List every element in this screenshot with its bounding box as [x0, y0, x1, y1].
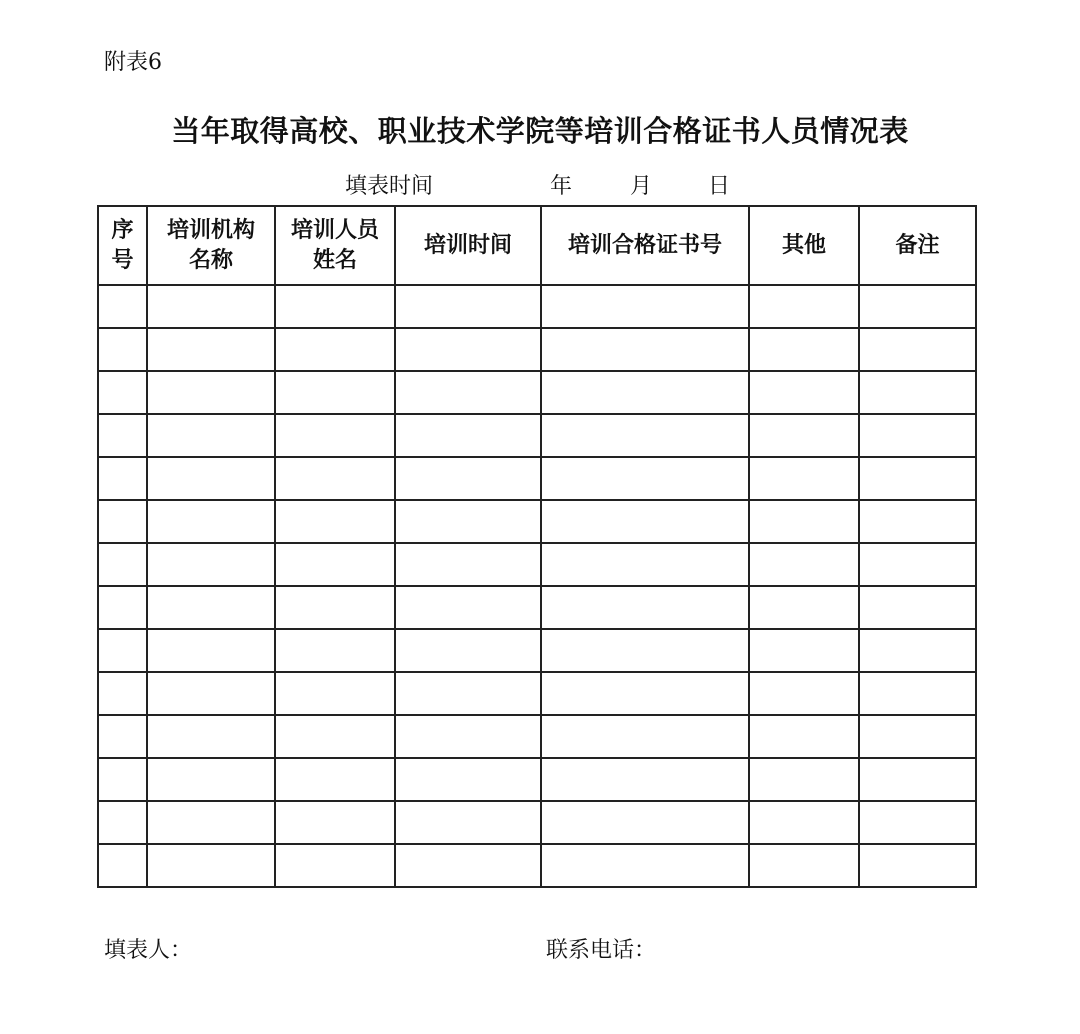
table-cell-remarks	[859, 457, 976, 500]
table-cell-certificate-no	[541, 586, 749, 629]
table-cell-certificate-no	[541, 844, 749, 887]
table-cell-training-time	[395, 629, 541, 672]
table-cell-remarks	[859, 500, 976, 543]
table-cell-serial	[98, 672, 147, 715]
table-cell-training-time	[395, 500, 541, 543]
table-cell-other	[749, 715, 859, 758]
table-cell-remarks	[859, 672, 976, 715]
col-header-other-line1: 其他	[781, 232, 826, 258]
table-cell-training-time	[395, 328, 541, 371]
table-cell-serial	[98, 586, 147, 629]
table-row	[98, 414, 976, 457]
table-cell-trainee-name	[275, 543, 395, 586]
col-header-serial	[98, 206, 147, 285]
col-header-certificate-no-line1: 培训合格证书号	[567, 232, 722, 258]
table-cell-institution	[147, 543, 275, 586]
table-cell-institution	[147, 457, 275, 500]
col-header-serial-line1: 序	[111, 217, 134, 243]
table-cell-serial	[98, 629, 147, 672]
table-cell-remarks	[859, 543, 976, 586]
table-cell-trainee-name	[275, 586, 395, 629]
table-cell-serial	[98, 715, 147, 758]
table-header-row	[98, 206, 976, 285]
table-cell-training-time	[395, 844, 541, 887]
col-header-institution-line1: 培训机构	[166, 217, 255, 243]
day-label: 日	[708, 174, 731, 199]
col-header-trainee-name	[275, 206, 395, 285]
table-cell-serial	[98, 758, 147, 801]
document-title: 当年取得高校、职业技术学院等培训合格证书人员情况表	[171, 114, 909, 148]
year-label: 年	[550, 174, 573, 199]
table-row	[98, 758, 976, 801]
col-header-trainee-name-line1: 培训人员	[290, 217, 379, 243]
fill-date-line	[345, 172, 730, 202]
table-cell-training-time	[395, 414, 541, 457]
table-cell-trainee-name	[275, 285, 395, 328]
table-cell-certificate-no	[541, 285, 749, 328]
col-header-institution-line2: 名称	[188, 247, 233, 273]
table-cell-serial	[98, 371, 147, 414]
table-cell-institution	[147, 801, 275, 844]
table-cell-trainee-name	[275, 801, 395, 844]
table-cell-institution	[147, 758, 275, 801]
table-cell-certificate-no	[541, 500, 749, 543]
table-row	[98, 543, 976, 586]
table-cell-trainee-name	[275, 328, 395, 371]
col-header-certificate-no	[541, 206, 749, 285]
table-row	[98, 328, 976, 371]
table-cell-serial	[98, 328, 147, 371]
table-cell-remarks	[859, 285, 976, 328]
table-cell-certificate-no	[541, 801, 749, 844]
table-cell-trainee-name	[275, 414, 395, 457]
table-cell-trainee-name	[275, 500, 395, 543]
table-row	[98, 371, 976, 414]
table-cell-certificate-no	[541, 414, 749, 457]
table-cell-serial	[98, 285, 147, 328]
table-cell-remarks	[859, 801, 976, 844]
table-cell-certificate-no	[541, 543, 749, 586]
table-cell-serial	[98, 543, 147, 586]
table-cell-certificate-no	[541, 715, 749, 758]
trainee-roster-table	[97, 205, 977, 888]
table-cell-certificate-no	[541, 629, 749, 672]
col-header-remarks-line1: 备注	[895, 232, 940, 258]
table-cell-training-time	[395, 586, 541, 629]
table-row	[98, 285, 976, 328]
table-cell-institution	[147, 500, 275, 543]
table-cell-serial	[98, 457, 147, 500]
contact-phone-label: 联系电话：	[546, 938, 657, 963]
table-row	[98, 586, 976, 629]
table-cell-certificate-no	[541, 457, 749, 500]
table-cell-certificate-no	[541, 672, 749, 715]
table-cell-remarks	[859, 328, 976, 371]
table-cell-remarks	[859, 715, 976, 758]
table-row	[98, 457, 976, 500]
table-cell-training-time	[395, 457, 541, 500]
table-cell-other	[749, 285, 859, 328]
form-filler-label: 填表人：	[104, 938, 193, 963]
table-cell-other	[749, 328, 859, 371]
table-cell-other	[749, 758, 859, 801]
table-cell-remarks	[859, 844, 976, 887]
table-cell-trainee-name	[275, 629, 395, 672]
table-cell-other	[749, 586, 859, 629]
table-cell-institution	[147, 328, 275, 371]
table-row	[98, 672, 976, 715]
table-cell-other	[749, 500, 859, 543]
table-cell-certificate-no	[541, 371, 749, 414]
col-header-other	[749, 206, 859, 285]
col-header-remarks	[859, 206, 976, 285]
table-row	[98, 629, 976, 672]
table-cell-institution	[147, 371, 275, 414]
table-cell-remarks	[859, 629, 976, 672]
table-cell-other	[749, 414, 859, 457]
table-cell-training-time	[395, 672, 541, 715]
table-cell-trainee-name	[275, 758, 395, 801]
table-cell-other	[749, 543, 859, 586]
month-label: 月	[630, 174, 653, 199]
table-cell-institution	[147, 844, 275, 887]
table-cell-institution	[147, 285, 275, 328]
table-cell-training-time	[395, 285, 541, 328]
table-cell-institution	[147, 629, 275, 672]
table-cell-training-time	[395, 543, 541, 586]
table-cell-institution	[147, 586, 275, 629]
table-cell-serial	[98, 500, 147, 543]
table-cell-certificate-no	[541, 758, 749, 801]
table-cell-trainee-name	[275, 672, 395, 715]
table-cell-trainee-name	[275, 715, 395, 758]
table-cell-other	[749, 457, 859, 500]
table-row	[98, 801, 976, 844]
table-cell-remarks	[859, 758, 976, 801]
table-cell-serial	[98, 844, 147, 887]
table-row	[98, 844, 976, 887]
table-cell-other	[749, 371, 859, 414]
annex-label: 附表6	[104, 50, 162, 75]
table-cell-other	[749, 672, 859, 715]
table-cell-institution	[147, 414, 275, 457]
table-cell-remarks	[859, 371, 976, 414]
table-row	[98, 715, 976, 758]
col-header-institution	[147, 206, 275, 285]
table-cell-certificate-no	[541, 328, 749, 371]
col-header-trainee-name-line2: 姓名	[312, 247, 357, 273]
col-header-training-time	[395, 206, 541, 285]
table-cell-training-time	[395, 758, 541, 801]
col-header-serial-line2: 号	[111, 247, 134, 273]
table-cell-other	[749, 844, 859, 887]
table-cell-remarks	[859, 586, 976, 629]
table-body	[98, 285, 976, 887]
table-cell-training-time	[395, 371, 541, 414]
table-cell-serial	[98, 801, 147, 844]
table-cell-other	[749, 801, 859, 844]
fill-date-label: 填表时间	[345, 174, 434, 199]
table-cell-training-time	[395, 715, 541, 758]
table-cell-institution	[147, 715, 275, 758]
table-cell-institution	[147, 672, 275, 715]
table-cell-serial	[98, 414, 147, 457]
table-cell-trainee-name	[275, 371, 395, 414]
table-cell-other	[749, 629, 859, 672]
table-row	[98, 500, 976, 543]
table-cell-trainee-name	[275, 844, 395, 887]
col-header-training-time-line1: 培训时间	[423, 232, 512, 258]
table-cell-training-time	[395, 801, 541, 844]
table-cell-remarks	[859, 414, 976, 457]
table-cell-trainee-name	[275, 457, 395, 500]
